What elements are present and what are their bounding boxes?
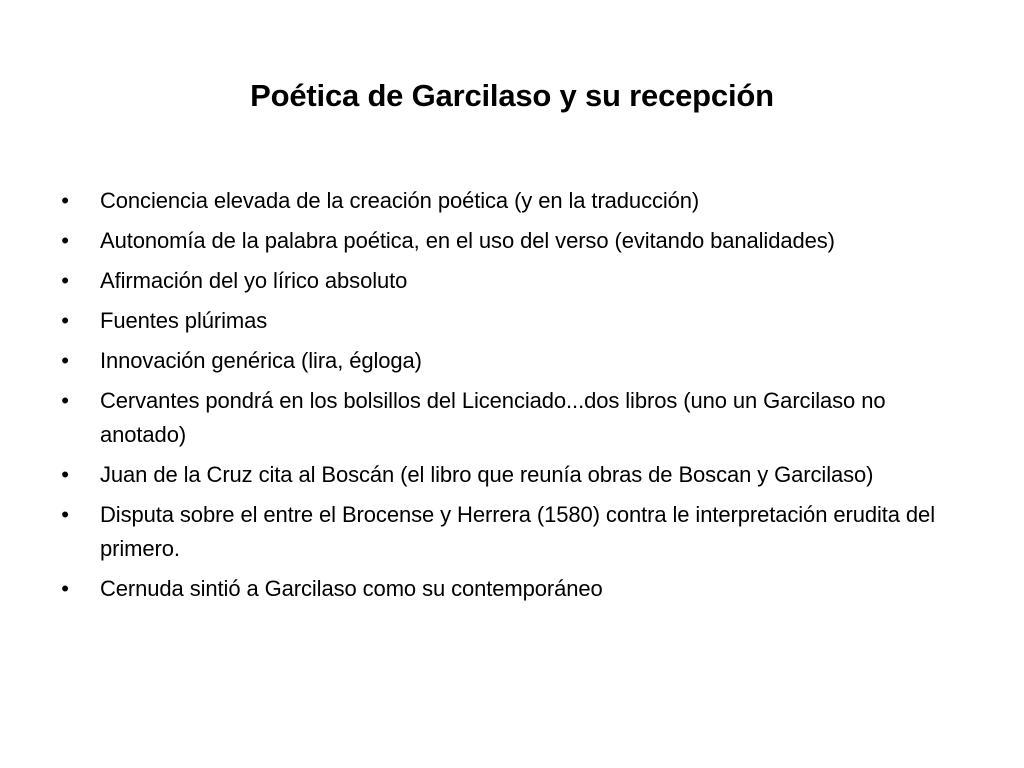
- bullet-item: [58, 304, 938, 338]
- bullet-dot-icon: •: [61, 502, 69, 527]
- bullet-text: Afirmación del yo lírico absoluto: [100, 268, 408, 293]
- bullet-dot-icon: •: [61, 188, 69, 213]
- bullet-item: [58, 264, 938, 298]
- bullet-item: [58, 458, 938, 492]
- bullet-dot-icon: •: [61, 576, 69, 601]
- bullet-text: Cernuda sintió a Garcilaso como su contemporáneo: [100, 576, 603, 601]
- bullet-text: Cervantes pondrá en los bolsillos del Licenciado...dos libros (uno un Garcilaso no anotado): [100, 388, 886, 447]
- bullet-text: Conciencia elevada de la creación poética (y en la traducción): [100, 188, 700, 213]
- bullet-dot-icon: •: [61, 228, 69, 253]
- bullet-item: [58, 498, 938, 566]
- bullet-text: Juan de la Cruz cita al Boscán (el libro que reunía obras de Boscan y Garcilaso): [100, 462, 874, 487]
- slide-title: Poética de Garcilaso y su recepción: [250, 78, 774, 113]
- bullet-dot-icon: •: [61, 462, 69, 487]
- bullet-text: Disputa sobre el entre el Brocense y Herrera (1580) contra le interpretación erudita del primero.: [100, 502, 935, 561]
- bullet-dot-icon: •: [61, 268, 69, 293]
- bullet-item: [58, 384, 938, 452]
- bullet-list: [58, 184, 938, 612]
- bullet-item: [58, 344, 938, 378]
- bullet-dot-icon: •: [61, 348, 69, 373]
- bullet-text: Autonomía de la palabra poética, en el uso del verso (evitando banalidades): [100, 228, 835, 253]
- bullet-item: [58, 184, 938, 218]
- bullet-dot-icon: •: [61, 388, 69, 413]
- bullet-item: [58, 572, 938, 606]
- bullet-dot-icon: •: [61, 308, 69, 333]
- bullet-text: Innovación genérica (lira, égloga): [100, 348, 422, 373]
- bullet-item: [58, 224, 938, 258]
- bullet-text: Fuentes plúrimas: [100, 308, 268, 333]
